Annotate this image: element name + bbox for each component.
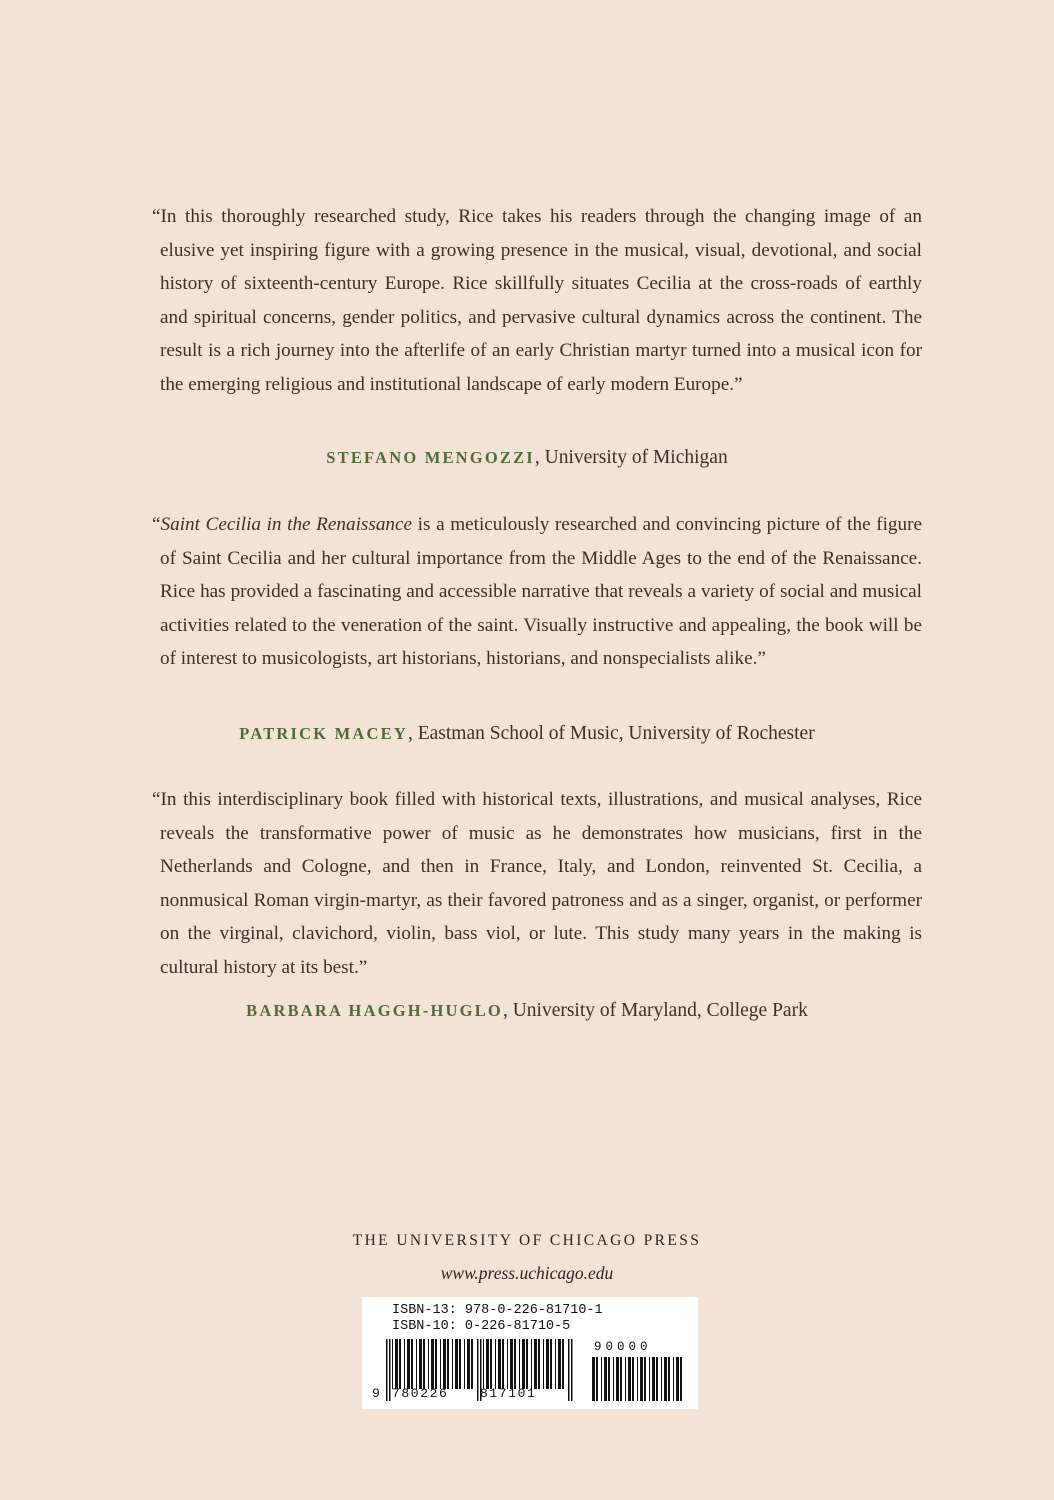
barcode-bar xyxy=(502,1339,504,1389)
quote-1-line-6: martyr turned into a musical icon for the emerging religious and institutional landscape xyxy=(160,340,922,395)
barcode-bar xyxy=(486,1339,489,1389)
quote-1-line-7: of early modern Europe.” xyxy=(546,373,743,395)
barcode-bar xyxy=(555,1339,556,1389)
barcode-bar xyxy=(498,1339,501,1389)
barcode-bar xyxy=(596,1357,598,1401)
barcode-bar xyxy=(455,1339,458,1389)
barcode-bar xyxy=(644,1357,646,1401)
barcode-lead-digit: 9 xyxy=(372,1386,380,1401)
barcode-bar xyxy=(632,1357,634,1401)
barcode-bar xyxy=(625,1357,626,1401)
barcode-bar xyxy=(608,1357,610,1401)
barcode-bar xyxy=(613,1357,614,1401)
barcode-bar xyxy=(534,1339,537,1389)
blurb-quote-2 xyxy=(152,508,923,676)
barcode-bar xyxy=(411,1339,413,1389)
attribution-2 xyxy=(0,721,1054,747)
barcode-bar xyxy=(435,1339,437,1389)
barcode-bar xyxy=(676,1357,679,1401)
barcode-bar xyxy=(531,1339,532,1389)
quote-1-line-1: “In this thoroughly researched study, Rice takes his readers through the changing image of xyxy=(152,206,896,227)
barcode-bar xyxy=(407,1339,410,1389)
barcode-bar xyxy=(519,1339,520,1389)
barcode-bar xyxy=(546,1339,549,1389)
barcode-bar xyxy=(416,1339,417,1389)
barcode-bar xyxy=(526,1339,528,1389)
author-name-1: STEFANO MENGOZZI xyxy=(326,448,535,467)
barcode-bar xyxy=(459,1339,461,1389)
blurb-quote-3 xyxy=(152,783,923,984)
barcode-bar xyxy=(452,1339,453,1389)
barcode-bar xyxy=(419,1339,422,1389)
author-name-2: PATRICK MACEY xyxy=(239,724,408,743)
barcode-bar xyxy=(538,1339,540,1389)
barcode-bar xyxy=(637,1357,638,1401)
barcode-bar xyxy=(464,1339,465,1389)
isbn-10-text: ISBN-10: 0-226-81710-5 xyxy=(392,1319,571,1334)
barcode-left-digits: 780226 xyxy=(392,1386,449,1401)
quote-3-line-6: the making is cultural history at its best.” xyxy=(160,923,922,978)
publisher-name: THE UNIVERSITY OF CHICAGO PRESS xyxy=(352,1232,702,1249)
barcode-guard-bar xyxy=(389,1339,391,1401)
barcode-bar xyxy=(392,1339,393,1389)
barcode-guard-bar xyxy=(571,1339,573,1401)
author-affiliation-1: , University of Michigan xyxy=(534,447,728,468)
barcode-bar xyxy=(620,1357,622,1401)
barcode-bar xyxy=(661,1357,662,1401)
barcode-bar xyxy=(592,1357,595,1401)
barcode-bar xyxy=(680,1357,682,1401)
quote-1-line-2: an elusive yet inspiring figure with a growing presence in the musical, visual, devotional, xyxy=(160,206,922,261)
barcode-bar xyxy=(440,1339,441,1389)
barcode-bar xyxy=(562,1339,564,1389)
barcode-bar xyxy=(616,1357,619,1401)
barcode-bar xyxy=(652,1357,655,1401)
isbn-barcode-label xyxy=(362,1297,698,1409)
barcode-bar xyxy=(668,1357,670,1401)
quote-2-line-1: is a meticulously researched and convincing picture of the xyxy=(412,514,871,535)
barcode-bar xyxy=(514,1339,516,1389)
barcode-bar xyxy=(543,1339,544,1389)
barcode-bar xyxy=(471,1339,473,1389)
barcode-bar xyxy=(428,1339,429,1389)
barcode-bar xyxy=(673,1357,674,1401)
barcode-bar xyxy=(640,1357,643,1401)
quote-2-line-4: of social and musical activities related to the veneration of the saint. Visually instructive xyxy=(160,581,923,636)
blurb-quote-1 xyxy=(152,200,923,401)
barcode-guard-bar xyxy=(568,1339,570,1401)
quote-3-line-3: the Netherlands and Cologne, and then in France, Italy, and London, reinvented St. Cecilia, xyxy=(160,822,922,877)
barcode-right-digits: 817101 xyxy=(480,1386,537,1401)
barcode-guard-bar xyxy=(477,1339,479,1401)
quote-3-line-2: Rice reveals the transformative power of music as he demonstrates how musicians, first in xyxy=(160,789,922,844)
quote-3-line-4: a nonmusical Roman virgin-martyr, as their favored patroness and as a singer, organist, or xyxy=(160,856,923,911)
barcode-bar xyxy=(404,1339,405,1389)
barcode-bar xyxy=(490,1339,492,1389)
author-name-3: BARBARA HAGGH-HUGLO xyxy=(246,1001,503,1020)
attribution-3 xyxy=(0,998,1054,1024)
barcode-guard-bar xyxy=(386,1339,388,1401)
quote-2-line-3: Renaissance. Rice has provided a fascinating and accessible narrative that reveals a variety xyxy=(160,547,922,602)
barcode-bar xyxy=(558,1339,561,1389)
quote-3-line-5: performer on the virginal, clavichord, violin, bass viol, or lute. This study many years in xyxy=(160,889,923,944)
barcode-bar xyxy=(431,1339,434,1389)
barcode-bar xyxy=(399,1339,401,1389)
barcode-bar xyxy=(601,1357,602,1401)
quote-3-line-1: “In this interdisciplinary book filled with historical texts, illustrations, and musical analyses, xyxy=(152,789,881,810)
quote-2-line-5: and appealing, the book will be of interest to musicologists, art historians, historians, and xyxy=(160,614,922,669)
price-code-digits: 90000 xyxy=(594,1340,652,1354)
barcode-bar xyxy=(423,1339,425,1389)
barcode-bar xyxy=(550,1339,552,1389)
barcode-bar xyxy=(656,1357,658,1401)
barcode-bar xyxy=(604,1357,607,1401)
quote-2-line-2: figure of Saint Cecilia and her cultural importance from the Middle Ages to the end of the xyxy=(160,514,923,569)
barcode-bar xyxy=(510,1339,513,1389)
quote-1-line-4: roads of earthly and spiritual concerns, gender politics, and pervasive cultural dynamics xyxy=(160,273,922,328)
publisher-website: www.press.uchicago.edu xyxy=(440,1263,614,1283)
attribution-1 xyxy=(0,445,1054,471)
quote-2-line-6: nonspecialists alike.” xyxy=(602,648,766,669)
barcode-bar xyxy=(664,1357,667,1401)
barcode-bar xyxy=(443,1339,446,1389)
quote-1-line-5: across the continent. The result is a rich journey into the afterlife of an early Christian xyxy=(160,306,923,361)
barcode-bar xyxy=(447,1339,449,1389)
barcode-bar xyxy=(467,1339,470,1389)
author-affiliation-2: , Eastman School of Music, University of Rochester xyxy=(407,723,815,744)
barcode-bar xyxy=(507,1339,508,1389)
barcode-bar xyxy=(495,1339,496,1389)
isbn-13-text: ISBN-13: 978-0-226-81710-1 xyxy=(392,1303,603,1318)
barcode-bar xyxy=(483,1339,484,1389)
author-affiliation-3: , University of Maryland, College Park xyxy=(502,1000,808,1021)
barcode-bar xyxy=(395,1339,398,1389)
barcode-bar xyxy=(628,1357,631,1401)
barcode-bar xyxy=(522,1339,525,1389)
barcode-bar xyxy=(649,1357,650,1401)
quote-2-opening-mark: “ xyxy=(152,514,161,535)
quote-1-line-3: and social history of sixteenth-century Europe. Rice skillfully situates Cecilia at the cross- xyxy=(160,239,923,294)
book-title-italic: Saint Cecilia in the Renaissance xyxy=(160,514,413,535)
